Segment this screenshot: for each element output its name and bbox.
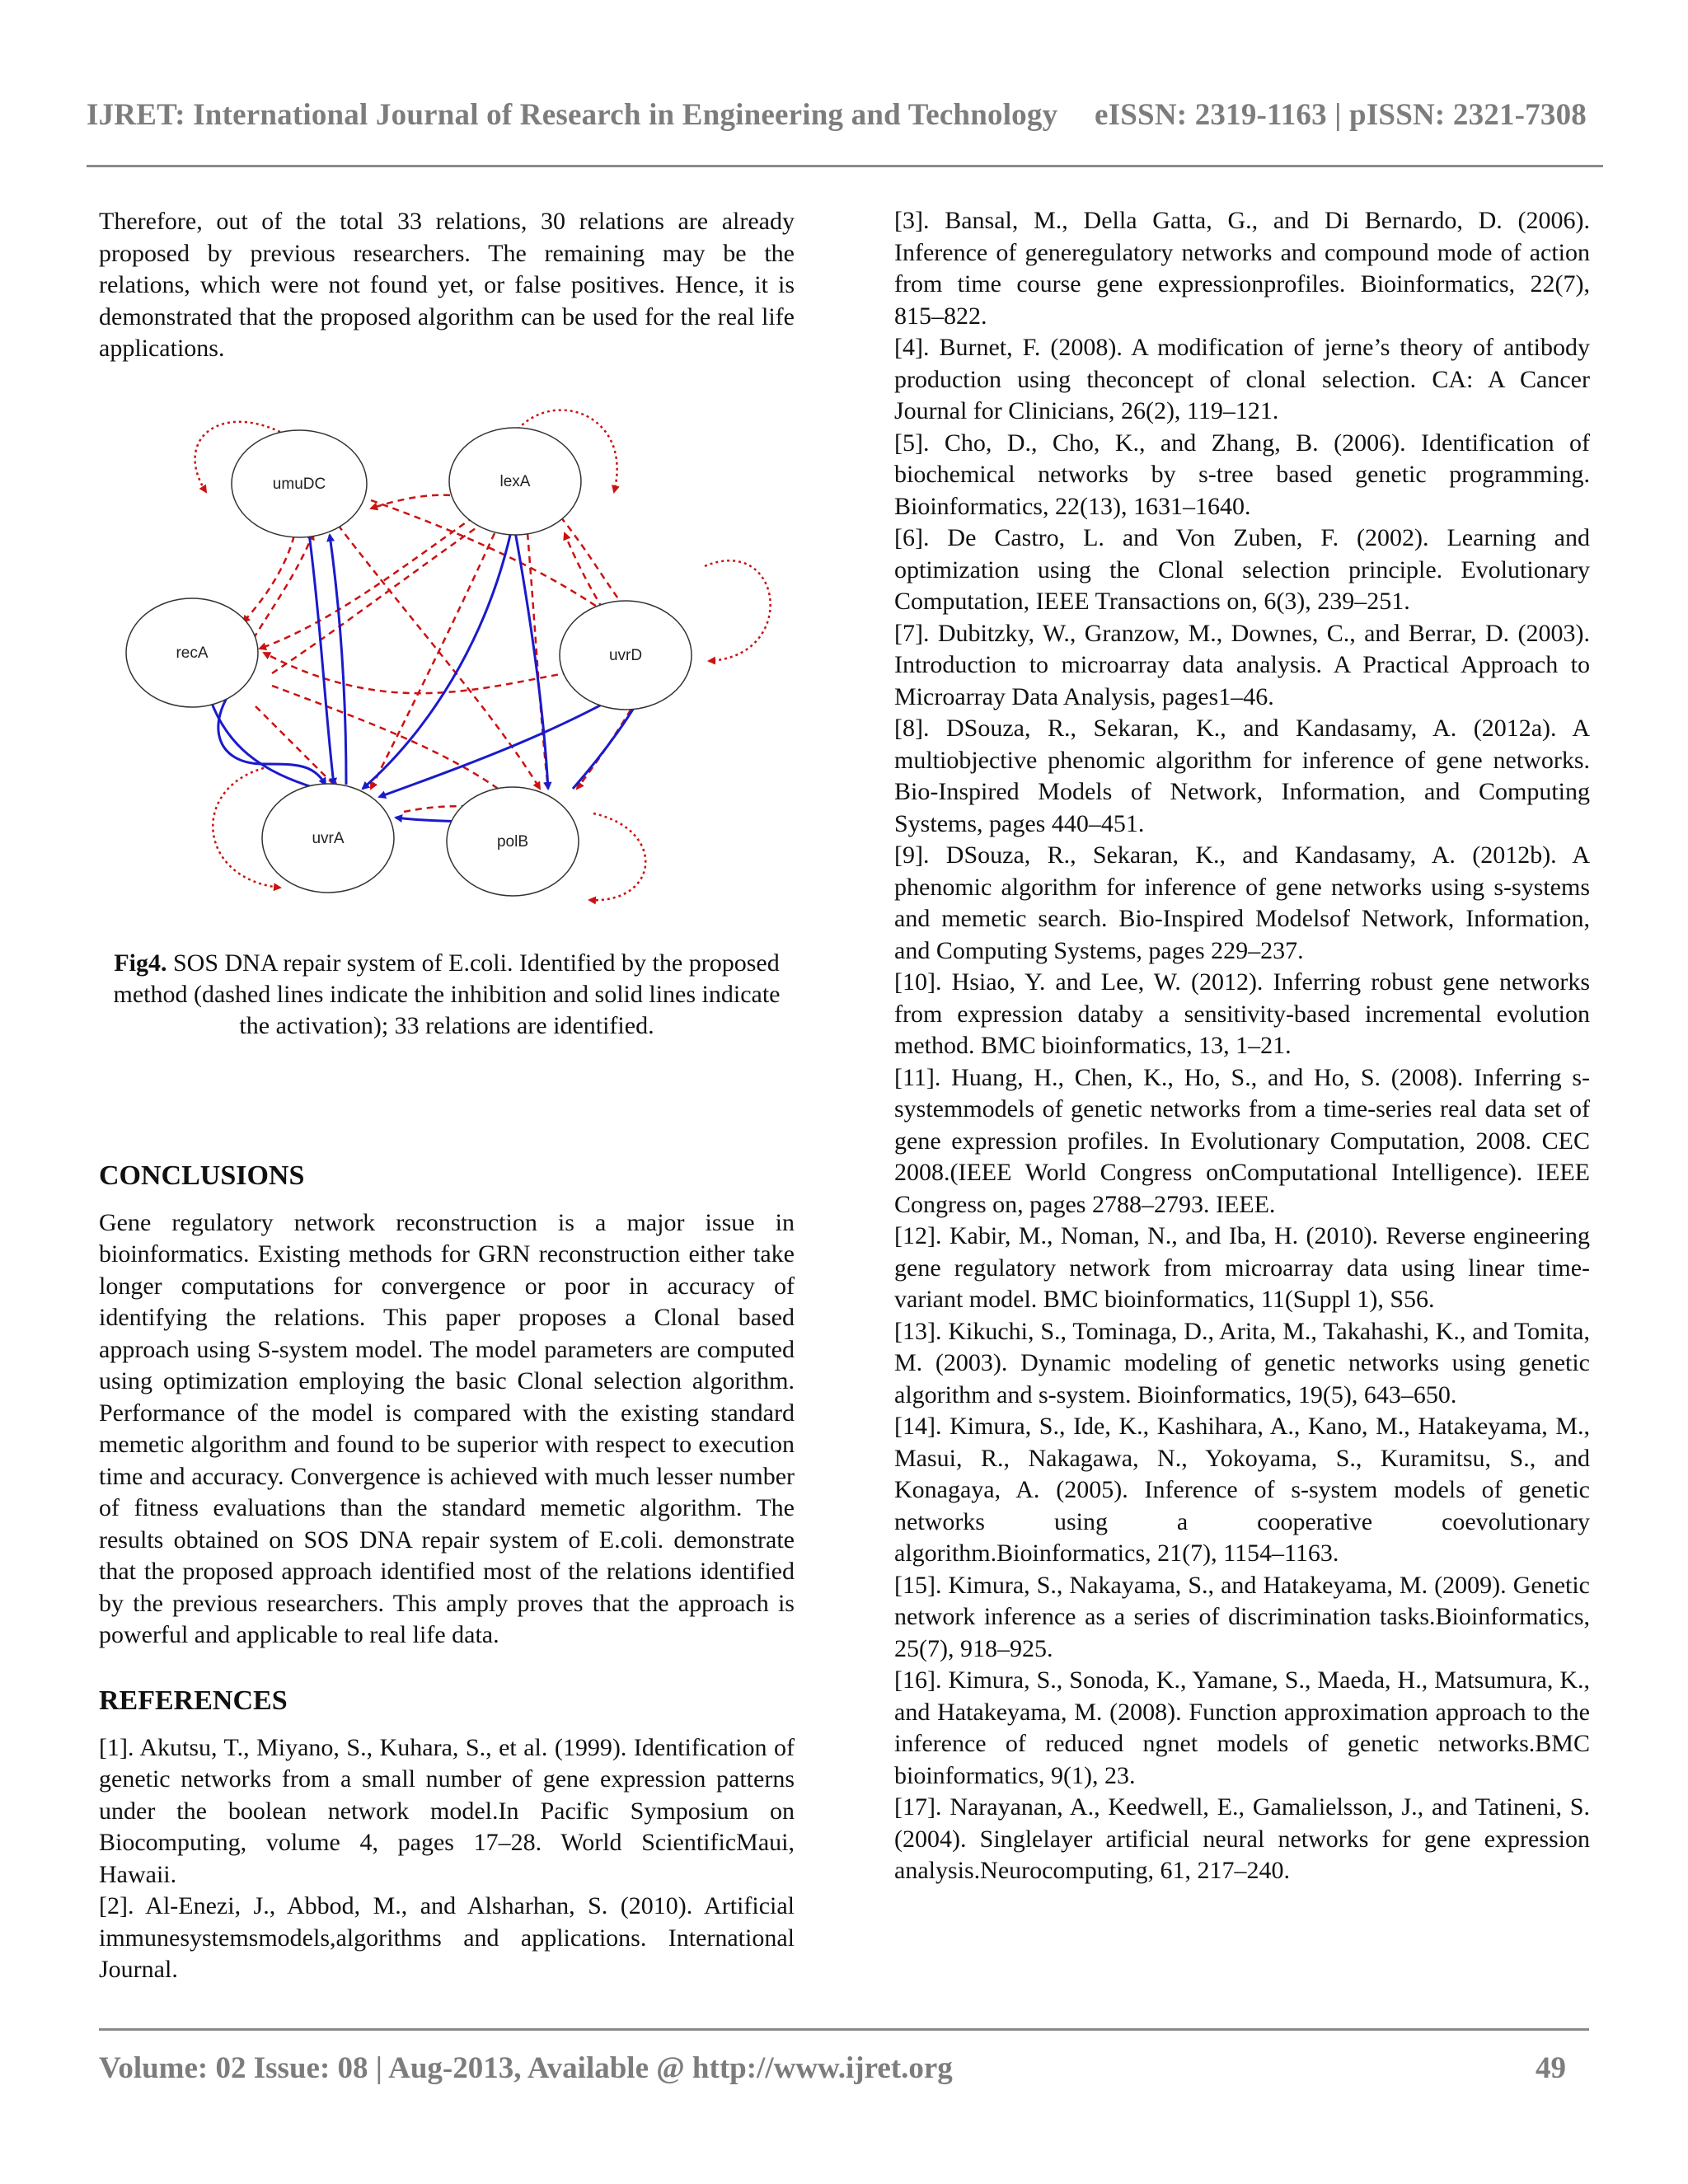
left-column <box>99 206 795 1986</box>
node-label-lexa: lexA <box>499 472 531 490</box>
reference-8: [8]. DSouza, R., Sekaran, K., and Kandasamy, A. (2012a). A multiobjective phenomic algorithm for inference of gene networks. Bio-Inspired Models of Network, Information, and Computing Systems, pages 440–451. <box>894 715 1590 837</box>
node-label-uvrd: uvrD <box>608 646 643 664</box>
reference-11: [11]. Huang, H., Chen, K., Ho, S., and Ho, S. (2008). Inferring s-systemmodels of genetic networks from a time-series real data set of gene expression profiles. In Evolutionary Computation, 2008. CEC 2008.(IEEE World Congress onComputational Intelligence). IEEE Congress on, pages 2788–2793. IEEE. <box>894 1063 1590 1218</box>
reference-10: [10]. Hsiao, Y. and Lee, W. (2012). Inferring robust gene networks from expression databy a sensitivity-based incremental evolution method. BMC bioinformatics, 13, 1–21. <box>894 968 1590 1059</box>
reference-5: [5]. Cho, D., Cho, K., and Zhang, B. (2006). Identification of biochemical networks by s-tree based genetic programming. Bioinformatics, 22(13), 1631–1640. <box>894 429 1590 520</box>
edge-lexa-uvra-solid <box>363 532 511 789</box>
caption-text: SOS DNA repair system of E.coli. Identified by the proposed method (dashed lines indicate the inhibition and solid lines indicate the activation); 33 relations are identified. <box>113 949 781 1039</box>
intro-paragraph: Therefore, out of the total 33 relations, 30 relations are already proposed by previous researchers. The remaining may be the relations, which were not found yet, or false positives. Hence, it is demonstrated that the proposed algorithm can be used for the real life applications. <box>99 208 795 362</box>
edge-umudc-polb <box>338 525 540 789</box>
page-number: 49 <box>1536 2051 1566 2085</box>
reference-3: [3]. Bansal, M., Della Gatta, G., and Di Bernardo, D. (2006). Inference of generegulatory networks and compound mode of action from time course gene expressionprofiles. Bioinformatics, 22(7), 815–822. <box>894 207 1590 330</box>
running-header <box>87 97 1587 133</box>
node-label-uvra: uvrA <box>312 829 345 847</box>
node-label-polb: polB <box>496 832 529 851</box>
node-polb <box>447 787 579 896</box>
node-uvrd <box>560 601 692 710</box>
conclusions-paragraph: Gene regulatory network reconstruction is a major issue in bioinformatics. Existing methods for GRN reconstruction either take longer computations for convergence or poor in accuracy of identifying the relations. This paper proposes a Clonal based approach using S-system model. The model parameters are computed using optimization employing the basic Clonal selection algorithm. Performance of the model is compared with the existing standard memetic algorithm and found to be superior with respect to execution time and accuracy. Convergence is achieved with much lesser number of fitness evaluations than the standard memetic algorithm. The results obtained on SOS DNA repair system of E.coli. demonstrate that the proposed approach identified most of the relations identified by the previous researchers. This amply proves that the approach is powerful and applicable to real life data. <box>99 1208 795 1648</box>
edge-reca-lexa <box>272 521 486 673</box>
reference-1: [1]. Akutsu, T., Miyano, S., Kuhara, S., et al. (1999). Identification of genetic networks from a small number of gene expression patterns under the boolean network model.In Pacific Symposium on Biocomputing, volume 4, pages 17–28. World ScientificMaui, Hawaii. <box>99 1733 795 1888</box>
edge-reca-uvra <box>256 706 338 789</box>
reference-7: [7]. Dubitzky, W., Granzow, M., Downes, C., and Berrar, D. (2003). Introduction to microarray data analysis. A Practical Approach to Microarray Data Analysis, pages1–46. <box>894 619 1590 710</box>
edge-reca-umudc <box>247 533 313 649</box>
right-column <box>894 205 1590 1887</box>
node-uvra <box>262 784 394 893</box>
figure-4 <box>99 401 795 1135</box>
journal-title: IJRET: International Journal of Research in Engineering and Technology <box>87 98 1058 132</box>
volume-info: Volume: 02 Issue: 08 | Aug-2013, Available @ http://www.ijret.org <box>99 2051 953 2085</box>
issn-info: eISSN: 2319-1163 | pISSN: 2321-7308 <box>1095 98 1587 132</box>
gene-network-diagram <box>99 401 795 945</box>
header-rule <box>87 165 1603 167</box>
node-lexa <box>449 428 581 535</box>
edge-lexa-umudc <box>371 494 462 508</box>
edge-uvra-umudc <box>330 535 346 785</box>
conclusions-heading: CONCLUSIONS <box>99 1160 305 1191</box>
edge-umudc-reca <box>243 525 297 622</box>
reference-12: [12]. Kabir, M., Noman, N., and Iba, H. (2010). Reverse engineering gene regulatory network from microarray data using linear time-variant model. BMC bioinformatics, 11(Suppl 1), S56. <box>894 1222 1590 1313</box>
reference-15: [15]. Kimura, S., Nakayama, S., and Hatakeyama, M. (2009). Genetic network inference as a series of discrimination tasks.Bioinformatics, 25(7), 918–925. <box>894 1571 1590 1662</box>
reference-6: [6]. De Castro, L. and Von Zuben, F. (2002). Learning and optimization using the Clonal selection principle. Evolutionary Computation, IEEE Transactions on, 6(3), 239–251. <box>894 524 1590 615</box>
node-label-umudc: umuDC <box>272 475 326 493</box>
reference-13: [13]. Kikuchi, S., Tominaga, D., Arita, M., Takahashi, K., and Tomita, M. (2003). Dynamic modeling of genetic networks using genetic algorithm and s-system. Bioinformatics, 19(5), 643–650. <box>894 1317 1590 1408</box>
reference-14: [14]. Kimura, S., Ide, K., Kashihara, A., Kano, M., Hatakeyama, M., Masui, R., Nakagawa, N., Yokoyama, S., Kuramitsu, S., and Konagaya, A. (2005). Inference of s-system models of genetic networks using a cooperative coevolutionary algorithm.Bioinformatics, 21(7), 1154–1163. <box>894 1413 1590 1567</box>
polb-self-loop <box>589 813 645 900</box>
running-footer <box>99 2050 1566 2086</box>
figure-caption <box>99 948 795 1042</box>
reference-16: [16]. Kimura, S., Sonoda, K., Yamane, S., Maeda, H., Matsumura, K., and Hatakeyama, M. (2008). Function approximation approach to the inference of reduced ngnet models of genetic networks.BMC bioinformatics, 9(1), 23. <box>894 1666 1590 1789</box>
edge-umudc-uvra <box>309 533 334 785</box>
footer-rule <box>99 2028 1589 2031</box>
node-umudc <box>232 430 367 537</box>
reference-9: [9]. DSouza, R., Sekaran, K., and Kandasamy, A. (2012b). A phenomic algorithm for inference of gene networks using s-systems and memetic search. Bio-Inspired Modelsof Network, Information, and Computing Systems, pages 229–237. <box>894 841 1590 964</box>
node-label-reca: recA <box>176 644 209 662</box>
caption-label: Fig4. <box>114 949 167 977</box>
reference-17: [17]. Narayanan, A., Keedwell, E., Gamalielsson, J., and Tatineni, S. (2004). Singlelayer artificial neural networks for gene expression analysis.Neurocomputing, 61, 217–240. <box>894 1793 1590 1884</box>
reference-4: [4]. Burnet, F. (2008). A modification of jerne’s theory of antibody production using theconcept of clonal selection. CA: A Cancer Journal for Clinicians, 26(2), 119–121. <box>894 334 1590 424</box>
uvrd-self-loop <box>705 560 771 661</box>
edge-lexa-polb-solid <box>515 532 548 789</box>
references-heading: REFERENCES <box>99 1685 288 1716</box>
reference-2: [2]. Al-Enezi, J., Abbod, M., and Alsharhan, S. (2010). Artificial immunesystemsmodels,algorithms and applications. International Journal. <box>99 1892 795 1983</box>
node-reca <box>126 598 258 707</box>
